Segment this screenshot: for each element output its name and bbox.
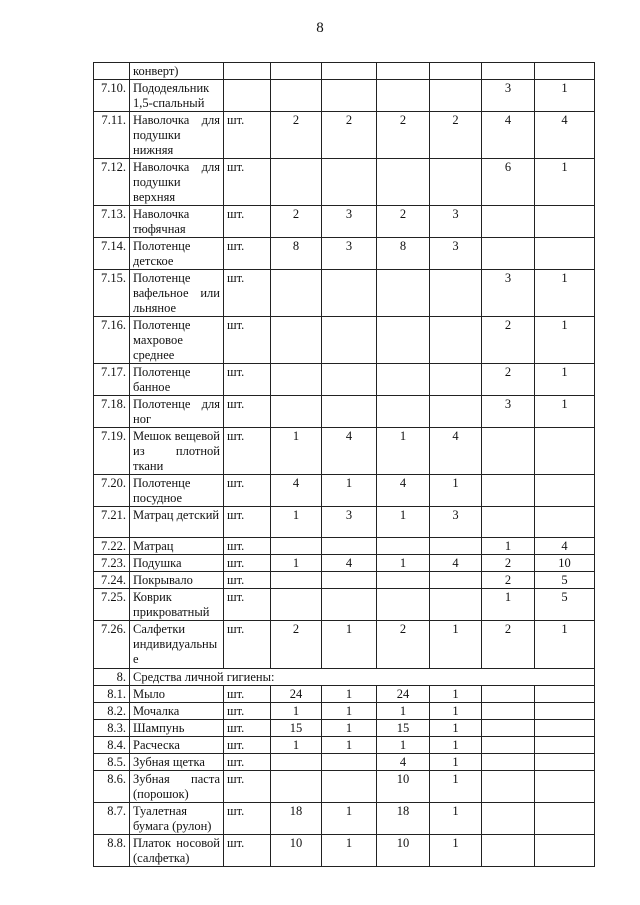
- quantity-cell-3: [377, 80, 430, 112]
- item-name: Покрывало: [130, 572, 224, 589]
- quantity-cell-5: [482, 803, 535, 835]
- item-name: Матрац: [130, 538, 224, 555]
- item-number: 8.3.: [94, 720, 130, 737]
- quantity-cell-5: 6: [482, 159, 535, 206]
- quantity-cell-1: [271, 538, 322, 555]
- table-row: [94, 771, 595, 803]
- item-name: Зубная паста (порошок): [130, 771, 224, 803]
- item-unit: [224, 63, 271, 80]
- quantity-cell-3: [377, 270, 430, 317]
- quantity-cell-5: 1: [482, 589, 535, 621]
- quantity-cell-6: 5: [535, 589, 595, 621]
- item-number: 8.8.: [94, 835, 130, 867]
- quantity-cell-4: 4: [430, 555, 482, 572]
- quantity-cell-1: 2: [271, 112, 322, 159]
- item-number: 7.16.: [94, 317, 130, 364]
- quantity-cell-5: 4: [482, 112, 535, 159]
- quantity-cell-1: 24: [271, 686, 322, 703]
- item-name: Мочалка: [130, 703, 224, 720]
- table-row: [94, 835, 595, 867]
- item-unit: шт.: [224, 589, 271, 621]
- table-row: [94, 270, 595, 317]
- quantity-cell-1: 1: [271, 428, 322, 475]
- quantity-cell-1: [271, 80, 322, 112]
- quantity-cell-2: [322, 63, 377, 80]
- quantity-cell-3: [377, 317, 430, 364]
- quantity-cell-3: 2: [377, 621, 430, 669]
- quantity-cell-4: [430, 538, 482, 555]
- item-unit: шт.: [224, 555, 271, 572]
- quantity-cell-4: 3: [430, 507, 482, 538]
- quantity-cell-5: 2: [482, 572, 535, 589]
- item-name: Пододеяльник 1,5-спальный: [130, 80, 224, 112]
- item-unit: шт.: [224, 572, 271, 589]
- item-name: Мешок вещевой из плотной ткани: [130, 428, 224, 475]
- quantity-cell-6: 1: [535, 80, 595, 112]
- quantity-cell-2: 1: [322, 835, 377, 867]
- item-unit: шт.: [224, 270, 271, 317]
- quantity-cell-2: 4: [322, 428, 377, 475]
- quantity-cell-2: [322, 754, 377, 771]
- quantity-cell-4: 1: [430, 686, 482, 703]
- quantity-cell-1: 1: [271, 703, 322, 720]
- table-row: [94, 754, 595, 771]
- quantity-cell-3: 1: [377, 507, 430, 538]
- item-number: 7.14.: [94, 238, 130, 270]
- quantity-cell-2: 1: [322, 803, 377, 835]
- item-number: 7.13.: [94, 206, 130, 238]
- item-unit: шт.: [224, 737, 271, 754]
- page-number: 8: [316, 20, 324, 36]
- item-name: Подушка: [130, 555, 224, 572]
- quantity-cell-6: [535, 737, 595, 754]
- quantity-cell-3: 24: [377, 686, 430, 703]
- quantity-cell-5: 1: [482, 538, 535, 555]
- quantity-cell-5: [482, 720, 535, 737]
- item-number: [94, 63, 130, 80]
- item-name: Полотенце детское: [130, 238, 224, 270]
- quantity-cell-2: 3: [322, 238, 377, 270]
- quantity-cell-4: [430, 270, 482, 317]
- item-number: 7.25.: [94, 589, 130, 621]
- section-header-row: [94, 669, 595, 686]
- table-row: [94, 555, 595, 572]
- quantity-cell-4: [430, 589, 482, 621]
- item-number: 7.10.: [94, 80, 130, 112]
- quantity-cell-2: 1: [322, 720, 377, 737]
- quantity-cell-4: 1: [430, 621, 482, 669]
- item-unit: шт.: [224, 206, 271, 238]
- quantity-cell-6: 1: [535, 317, 595, 364]
- item-name: Полотенце для ног: [130, 396, 224, 428]
- quantity-cell-5: 3: [482, 396, 535, 428]
- quantity-cell-1: 10: [271, 835, 322, 867]
- quantity-cell-6: [535, 238, 595, 270]
- item-unit: шт.: [224, 364, 271, 396]
- quantity-cell-6: [535, 475, 595, 507]
- quantity-cell-5: [482, 507, 535, 538]
- table-row: [94, 507, 595, 538]
- item-unit: шт.: [224, 703, 271, 720]
- quantity-cell-4: 1: [430, 737, 482, 754]
- item-unit: шт.: [224, 754, 271, 771]
- quantity-cell-5: 3: [482, 80, 535, 112]
- quantity-cell-1: [271, 771, 322, 803]
- quantity-cell-3: 1: [377, 737, 430, 754]
- quantity-cell-3: 1: [377, 555, 430, 572]
- table-row: [94, 364, 595, 396]
- quantity-cell-2: [322, 317, 377, 364]
- table-row: [94, 737, 595, 754]
- section-title: Средства личной гигиены:: [130, 669, 595, 686]
- quantity-cell-2: [322, 80, 377, 112]
- table-row: [94, 538, 595, 555]
- table-row: [94, 572, 595, 589]
- quantity-cell-4: [430, 80, 482, 112]
- quantity-cell-5: [482, 206, 535, 238]
- item-name: Туалетная бумага (рулон): [130, 803, 224, 835]
- table-row: [94, 112, 595, 159]
- quantity-cell-6: 10: [535, 555, 595, 572]
- item-number: 8.1.: [94, 686, 130, 703]
- supply-norms-table: [93, 62, 595, 867]
- quantity-cell-4: 1: [430, 475, 482, 507]
- quantity-cell-4: 3: [430, 206, 482, 238]
- table-row: [94, 720, 595, 737]
- item-name: Коврик прикроватный: [130, 589, 224, 621]
- quantity-cell-3: 15: [377, 720, 430, 737]
- item-number: 8.7.: [94, 803, 130, 835]
- quantity-cell-5: 2: [482, 555, 535, 572]
- quantity-cell-5: [482, 238, 535, 270]
- table-row: [94, 80, 595, 112]
- quantity-cell-1: 8: [271, 238, 322, 270]
- quantity-cell-1: 18: [271, 803, 322, 835]
- item-unit: [224, 80, 271, 112]
- quantity-cell-6: 1: [535, 621, 595, 669]
- quantity-cell-1: [271, 317, 322, 364]
- quantity-cell-1: [271, 364, 322, 396]
- quantity-cell-6: 4: [535, 538, 595, 555]
- table-row: [94, 396, 595, 428]
- quantity-cell-4: 1: [430, 803, 482, 835]
- item-number: 7.11.: [94, 112, 130, 159]
- quantity-cell-6: [535, 428, 595, 475]
- quantity-cell-4: [430, 63, 482, 80]
- quantity-cell-2: [322, 538, 377, 555]
- item-number: 7.21.: [94, 507, 130, 538]
- quantity-cell-5: [482, 63, 535, 80]
- item-number: 8.: [94, 669, 130, 686]
- quantity-cell-5: [482, 703, 535, 720]
- item-name: Наволочка для подушки нижняя: [130, 112, 224, 159]
- item-name: Платок носовой (салфетка): [130, 835, 224, 867]
- quantity-cell-6: [535, 507, 595, 538]
- item-number: 7.18.: [94, 396, 130, 428]
- quantity-cell-4: 1: [430, 703, 482, 720]
- item-unit: шт.: [224, 396, 271, 428]
- item-name: Салфетки индивидуальны е: [130, 621, 224, 669]
- quantity-cell-1: 2: [271, 206, 322, 238]
- item-number: 8.5.: [94, 754, 130, 771]
- quantity-cell-2: [322, 572, 377, 589]
- quantity-cell-2: [322, 270, 377, 317]
- item-number: 7.19.: [94, 428, 130, 475]
- table-row: [94, 238, 595, 270]
- item-number: 7.15.: [94, 270, 130, 317]
- item-name: Полотенце вафельное или льняное: [130, 270, 224, 317]
- item-name: конверт): [130, 63, 224, 80]
- quantity-cell-1: [271, 396, 322, 428]
- quantity-cell-4: 3: [430, 238, 482, 270]
- item-name: Наволочка для подушки верхняя: [130, 159, 224, 206]
- quantity-cell-3: [377, 572, 430, 589]
- quantity-cell-4: [430, 572, 482, 589]
- quantity-cell-2: 1: [322, 475, 377, 507]
- quantity-cell-3: [377, 364, 430, 396]
- quantity-cell-4: 1: [430, 771, 482, 803]
- quantity-cell-6: 4: [535, 112, 595, 159]
- quantity-cell-5: 2: [482, 364, 535, 396]
- quantity-cell-2: [322, 364, 377, 396]
- item-name: Полотенце махровое среднее: [130, 317, 224, 364]
- item-name: Расческа: [130, 737, 224, 754]
- quantity-cell-2: 1: [322, 686, 377, 703]
- quantity-cell-3: [377, 538, 430, 555]
- quantity-cell-6: [535, 771, 595, 803]
- item-unit: шт.: [224, 621, 271, 669]
- item-unit: шт.: [224, 475, 271, 507]
- item-unit: шт.: [224, 720, 271, 737]
- quantity-cell-6: 5: [535, 572, 595, 589]
- item-number: 7.23.: [94, 555, 130, 572]
- item-number: 8.6.: [94, 771, 130, 803]
- item-name: Мыло: [130, 686, 224, 703]
- quantity-cell-1: [271, 754, 322, 771]
- quantity-cell-6: [535, 754, 595, 771]
- quantity-cell-4: [430, 396, 482, 428]
- quantity-cell-1: [271, 572, 322, 589]
- quantity-cell-3: 2: [377, 112, 430, 159]
- item-unit: шт.: [224, 538, 271, 555]
- item-number: 7.22.: [94, 538, 130, 555]
- quantity-cell-3: [377, 159, 430, 206]
- table-row: [94, 686, 595, 703]
- quantity-cell-6: [535, 835, 595, 867]
- quantity-cell-5: [482, 771, 535, 803]
- quantity-cell-5: [482, 428, 535, 475]
- item-number: 7.12.: [94, 159, 130, 206]
- item-unit: шт.: [224, 238, 271, 270]
- quantity-cell-3: 8: [377, 238, 430, 270]
- item-unit: шт.: [224, 507, 271, 538]
- table-row: [94, 63, 595, 80]
- quantity-cell-3: 18: [377, 803, 430, 835]
- quantity-cell-1: [271, 270, 322, 317]
- item-unit: шт.: [224, 112, 271, 159]
- quantity-cell-5: 3: [482, 270, 535, 317]
- quantity-cell-1: 4: [271, 475, 322, 507]
- quantity-cell-2: [322, 396, 377, 428]
- quantity-cell-3: 4: [377, 754, 430, 771]
- item-number: 8.4.: [94, 737, 130, 754]
- table-row: [94, 703, 595, 720]
- quantity-cell-6: 1: [535, 159, 595, 206]
- quantity-cell-2: 4: [322, 555, 377, 572]
- quantity-cell-1: [271, 589, 322, 621]
- quantity-cell-6: 1: [535, 270, 595, 317]
- item-number: 7.17.: [94, 364, 130, 396]
- quantity-cell-4: 1: [430, 720, 482, 737]
- item-unit: шт.: [224, 159, 271, 206]
- quantity-cell-6: 1: [535, 396, 595, 428]
- quantity-cell-5: [482, 686, 535, 703]
- quantity-cell-1: [271, 159, 322, 206]
- quantity-cell-2: [322, 771, 377, 803]
- quantity-cell-2: [322, 589, 377, 621]
- item-unit: шт.: [224, 835, 271, 867]
- item-name: Шампунь: [130, 720, 224, 737]
- quantity-cell-6: [535, 686, 595, 703]
- item-unit: шт.: [224, 771, 271, 803]
- quantity-cell-3: 10: [377, 835, 430, 867]
- item-unit: шт.: [224, 428, 271, 475]
- quantity-cell-2: 2: [322, 112, 377, 159]
- item-name: Полотенце банное: [130, 364, 224, 396]
- item-unit: шт.: [224, 803, 271, 835]
- quantity-cell-4: 1: [430, 754, 482, 771]
- quantity-cell-2: 3: [322, 507, 377, 538]
- item-number: 7.20.: [94, 475, 130, 507]
- quantity-cell-6: 1: [535, 364, 595, 396]
- table-row: [94, 589, 595, 621]
- quantity-cell-1: 1: [271, 555, 322, 572]
- quantity-cell-6: [535, 703, 595, 720]
- table-row: [94, 803, 595, 835]
- quantity-cell-2: 1: [322, 737, 377, 754]
- quantity-cell-4: [430, 317, 482, 364]
- quantity-cell-4: [430, 364, 482, 396]
- quantity-cell-3: [377, 396, 430, 428]
- quantity-cell-1: 1: [271, 737, 322, 754]
- quantity-cell-4: 2: [430, 112, 482, 159]
- quantity-cell-2: 1: [322, 703, 377, 720]
- quantity-cell-5: 2: [482, 317, 535, 364]
- quantity-cell-3: 1: [377, 428, 430, 475]
- quantity-cell-1: 15: [271, 720, 322, 737]
- quantity-cell-2: 3: [322, 206, 377, 238]
- quantity-cell-6: [535, 63, 595, 80]
- quantity-cell-2: 1: [322, 621, 377, 669]
- table-row: [94, 621, 595, 669]
- item-name: Наволочка тюфячная: [130, 206, 224, 238]
- table-row: [94, 475, 595, 507]
- item-name: Зубная щетка: [130, 754, 224, 771]
- quantity-cell-3: 4: [377, 475, 430, 507]
- quantity-cell-1: 1: [271, 507, 322, 538]
- quantity-cell-4: [430, 159, 482, 206]
- quantity-cell-1: [271, 63, 322, 80]
- quantity-cell-5: [482, 754, 535, 771]
- quantity-cell-3: 2: [377, 206, 430, 238]
- quantity-cell-1: 2: [271, 621, 322, 669]
- quantity-cell-5: [482, 475, 535, 507]
- quantity-cell-3: [377, 589, 430, 621]
- table-body: [94, 63, 595, 867]
- quantity-cell-5: 2: [482, 621, 535, 669]
- quantity-cell-4: 4: [430, 428, 482, 475]
- item-number: 8.2.: [94, 703, 130, 720]
- table-row: [94, 428, 595, 475]
- item-name: Полотенце посудное: [130, 475, 224, 507]
- table-row: [94, 317, 595, 364]
- table-row: [94, 206, 595, 238]
- quantity-cell-3: 1: [377, 703, 430, 720]
- quantity-cell-6: [535, 206, 595, 238]
- quantity-cell-3: [377, 63, 430, 80]
- item-unit: шт.: [224, 686, 271, 703]
- quantity-cell-5: [482, 835, 535, 867]
- quantity-cell-6: [535, 803, 595, 835]
- item-number: 7.26.: [94, 621, 130, 669]
- quantity-cell-6: [535, 720, 595, 737]
- quantity-cell-2: [322, 159, 377, 206]
- quantity-cell-3: 10: [377, 771, 430, 803]
- table-row: [94, 159, 595, 206]
- item-name: Матрац детский: [130, 507, 224, 538]
- quantity-cell-4: 1: [430, 835, 482, 867]
- item-number: 7.24.: [94, 572, 130, 589]
- item-unit: шт.: [224, 317, 271, 364]
- quantity-cell-5: [482, 737, 535, 754]
